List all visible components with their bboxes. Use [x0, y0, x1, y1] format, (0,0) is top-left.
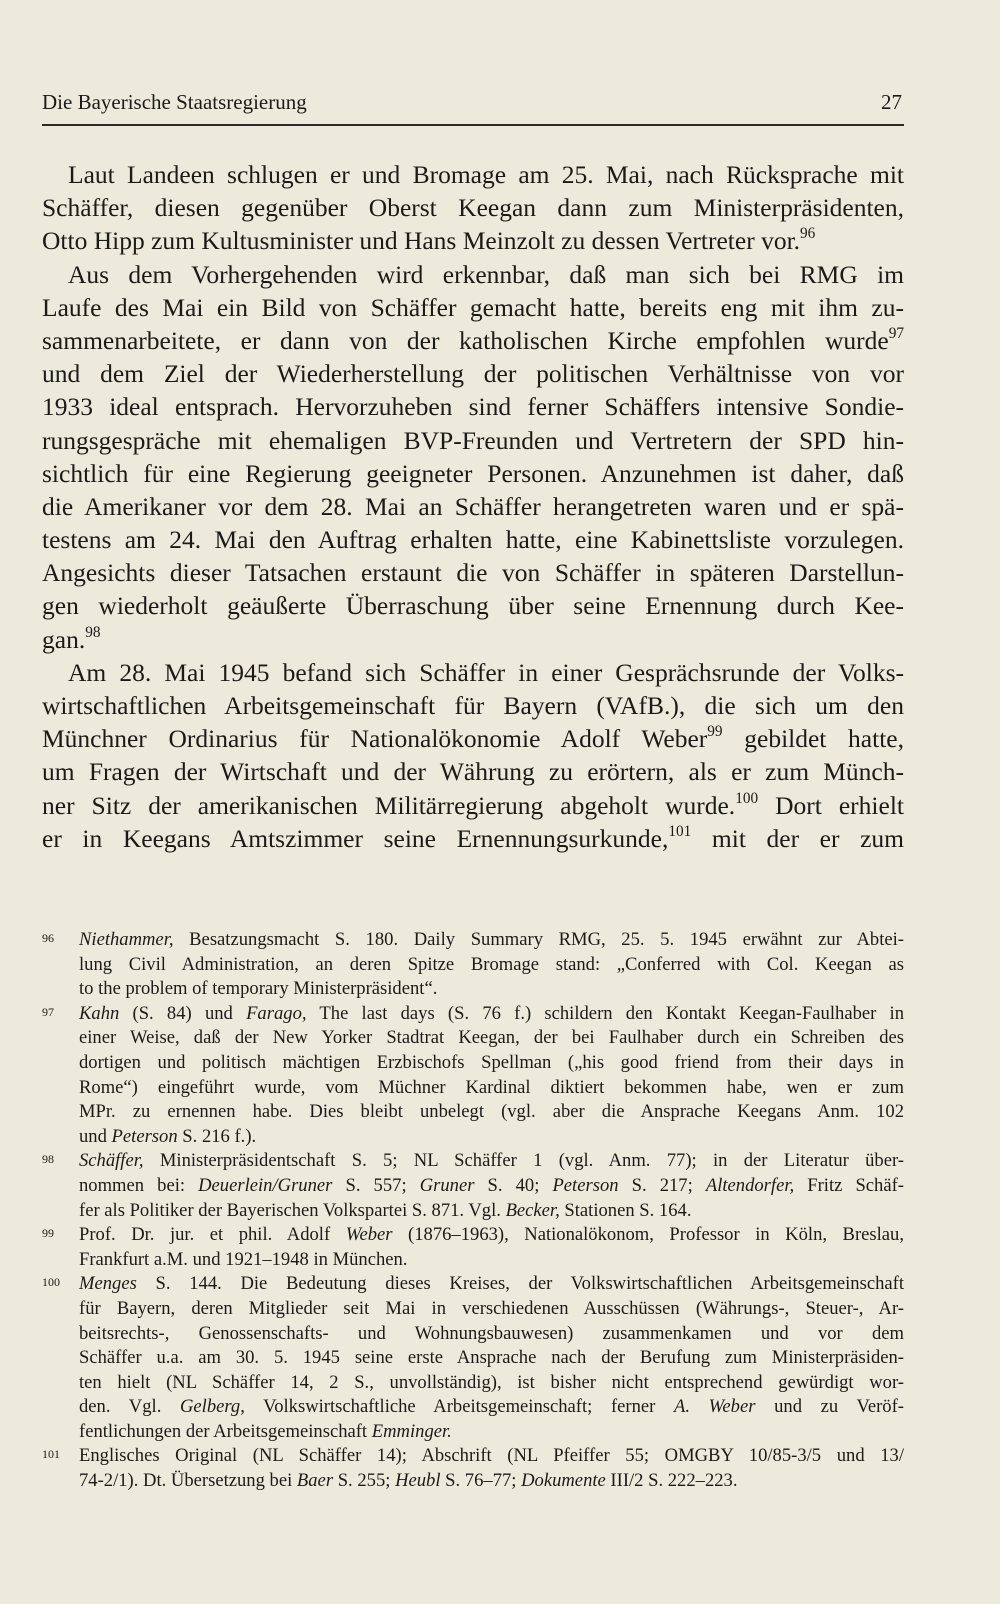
footnote-text: The last days (S. 76 f.) schildern den Kontakt Keegan-Faulhaber in	[306, 1002, 905, 1024]
citation-author: Peterson	[552, 1174, 619, 1196]
footnote-line	[79, 1199, 904, 1224]
footnote	[42, 1223, 904, 1272]
footnote-line	[79, 1297, 904, 1322]
footnote-text: to the problem of temporary Ministerpräsident“.	[79, 978, 438, 1000]
footnote-line	[79, 1469, 904, 1494]
footnote-line	[79, 1272, 904, 1297]
body-line-text: Laut Landeen schlugen er und Bromage am 25. Mai, nach Rücksprache mit	[68, 160, 904, 189]
body-line	[42, 689, 904, 722]
body-line-text: Am 28. Mai 1945 befand sich Schäffer in einer Gesprächsrunde der Volks-	[68, 657, 904, 687]
page-number: 27	[881, 90, 902, 114]
body-line-text: er in Keegans Amtszimmer seine Ernennungsurkunde,	[42, 823, 669, 853]
body-line	[42, 258, 904, 291]
body-line	[42, 623, 904, 656]
footnote-text: S. 255;	[333, 1470, 396, 1492]
body-line-text: wirtschaftlichen Arbeitsgemeinschaft für Bayern (VAfB.), die sich um den	[42, 691, 904, 720]
footnote	[42, 1149, 904, 1223]
citation-author: Gruner	[419, 1174, 475, 1196]
body-line	[42, 789, 904, 822]
header-rule	[42, 124, 904, 126]
footnote-line	[79, 928, 904, 953]
body-line	[42, 556, 904, 589]
footnote-text: Schäffer u.a. am 30. 5. 1945 seine erste Ansprache nach der Berufung zum Ministerpräsiden-	[79, 1347, 904, 1369]
footnote-text: S. 144. Die Bedeutung dieses Kreises, der Volkswirtschaftlichen Arbeitsgemeinschaft	[136, 1273, 904, 1295]
footnote-number: 98	[42, 1152, 54, 1167]
body-text	[42, 158, 904, 855]
footnote-number: 99	[42, 1226, 54, 1241]
footnote-reference[interactable]: 101	[668, 822, 692, 840]
body-line-text: Otto Hipp zum Kultusminister und Hans Meinzolt zu dessen Vertreter vor.	[42, 226, 801, 256]
footnote	[42, 928, 904, 1002]
footnote-text: nommen bei:	[79, 1174, 199, 1196]
citation-author: Menges	[79, 1273, 137, 1295]
citation-author: Becker,	[505, 1199, 560, 1221]
footnote-text: Frankfurt a.M. und 1921–1948 in München.	[79, 1248, 408, 1270]
body-line-text: und dem Ziel der Wiederherstellung der politischen Verhältnisse von vor	[42, 359, 904, 389]
footnote-text: 74-2/1). Dt. Übersetzung bei	[79, 1470, 297, 1492]
footnote-number: 97	[42, 1004, 54, 1019]
citation-author: Altendorfer,	[705, 1174, 795, 1196]
citation-author: Schäffer,	[79, 1150, 144, 1172]
footnote	[42, 1272, 904, 1444]
body-line	[42, 291, 904, 324]
body-line	[42, 324, 904, 357]
footnote-line	[79, 1248, 904, 1273]
footnote-line	[79, 1346, 904, 1371]
body-line-text: Laufe des Mai ein Bild von Schäffer gemacht hatte, bereits eng mit ihm zu-	[42, 292, 904, 322]
footnote-text: Volkswirtschaftliche Arbeitsgemeinschaft; ferner	[244, 1396, 674, 1418]
footnote-text: S. 217;	[618, 1174, 706, 1196]
footnote-text: Englisches Original (NL Schäffer 14); Abschrift (NL Pfeiffer 55; OMGBY 10/85-3/5 und 13/	[79, 1445, 904, 1467]
citation-author: Farago,	[246, 1002, 307, 1024]
citation-author: Heubl	[395, 1470, 441, 1492]
footnote-number: 101	[42, 1447, 60, 1462]
footnote-text: (1876–1963), Nationalökonom, Professor in Köln, Breslau,	[392, 1224, 904, 1246]
footnote-text: Besatzungsmacht S. 180. Daily Summary RMG, 25. 5. 1945 erwähnt zur Abtei-	[173, 929, 904, 950]
body-line-text: 1933 ideal entsprach. Hervorzuheben sind ferner Schäffers intensive Sondie-	[42, 392, 904, 422]
body-line-text: Aus dem Vorhergehenden wird erkennbar, daß man sich bei RMG im	[68, 259, 904, 289]
footnote-line	[79, 1223, 904, 1248]
body-line-text: Angesichts dieser Tatsachen erstaunt die von Schäffer in späteren Darstellun-	[42, 558, 904, 588]
footnote-line	[79, 977, 904, 1002]
footnote-text: Prof. Dr. jur. et phil. Adolf	[79, 1224, 346, 1246]
footnote-text: für Bayern, deren Mitglieder seit Mai in verschiedenen Ausschüssen (Währungs-, Steuer-, Ar-	[79, 1297, 904, 1319]
footnotes	[42, 928, 904, 1494]
footnote-text: S. 216 f.).	[177, 1125, 257, 1147]
citation-author: A. Weber	[674, 1396, 756, 1418]
footnote-line	[79, 1322, 904, 1347]
running-header	[42, 90, 902, 115]
footnote-text: fentlichungen der Arbeitsgemeinschaft	[79, 1420, 372, 1442]
body-line-text: gebildet hatte,	[722, 724, 904, 754]
footnote-text: dortigen und politisch mächtigen Erzbischofs Spellman („his good friend from their days in	[79, 1051, 904, 1073]
footnote-text: und zu Veröf-	[755, 1396, 904, 1418]
footnote-line	[79, 1371, 904, 1396]
footnote-text: Ministerpräsidentschaft S. 5; NL Schäffer 1 (vgl. Anm. 77); in der Literatur über-	[143, 1150, 904, 1172]
footnote-text: S. 557;	[332, 1174, 420, 1196]
footnote-number: 100	[42, 1275, 60, 1290]
citation-author: Weber	[345, 1224, 393, 1246]
footnote-text: MPr. zu ernennen habe. Dies bleibt unbelegt (vgl. aber die Ansprache Keegans Anm. 102	[79, 1101, 904, 1123]
body-line	[42, 424, 904, 457]
footnote-text: ten hielt (NL Schäffer 14, 2 S., unvollständig), ist bisher nicht entsprechend gewürdigt wor-	[79, 1371, 904, 1393]
footnote	[42, 1002, 904, 1150]
footnote-reference[interactable]: 100	[735, 789, 759, 807]
footnote-reference[interactable]: 98	[85, 623, 101, 641]
footnote-text: Stationen S. 164.	[559, 1199, 692, 1221]
body-line	[42, 722, 904, 755]
body-line-text: mit der er zum	[691, 823, 904, 853]
footnote-text: (S. 84) und	[119, 1002, 247, 1024]
citation-author: Gelberg,	[179, 1396, 245, 1418]
footnote-reference[interactable]: 96	[800, 225, 816, 243]
citation-author: Dokumente	[521, 1470, 606, 1492]
body-line	[42, 490, 904, 523]
footnote-number: 96	[42, 931, 54, 945]
footnote-line	[79, 1100, 904, 1125]
citation-author: Peterson	[111, 1125, 178, 1147]
footnote-text: Fritz Schäf-	[794, 1174, 904, 1196]
body-line	[42, 390, 904, 423]
body-line-text: Münchner Ordinarius für Nationalökonomie Adolf Weber	[42, 724, 708, 754]
footnote-text: einer Weise, daß der New Yorker Stadtrat Keegan, der bei Faulhaber durch ein Schreiben des	[79, 1027, 904, 1049]
citation-author: Emminger.	[371, 1420, 452, 1442]
body-line	[42, 224, 904, 257]
footnote-line	[79, 1420, 904, 1445]
citation-author: Niethammer,	[79, 929, 174, 950]
footnote-text: Rome“) eingeführt wurde, vom Müchner Kardinal diktiert bekommen habe, wen er zum	[79, 1076, 904, 1098]
body-line	[42, 822, 904, 855]
footnote-line	[79, 1002, 904, 1027]
footnote-text: den. Vgl.	[79, 1396, 180, 1418]
footnote-text: III/2 S. 222–223.	[605, 1470, 738, 1492]
footnote-line	[79, 1395, 904, 1420]
footnote-line	[79, 1444, 904, 1469]
body-line-text: testens am 24. Mai den Auftrag erhalten hatte, eine Kabinettsliste vorzulegen.	[42, 525, 904, 555]
body-line	[42, 755, 904, 788]
body-line	[42, 457, 904, 490]
footnote-line	[79, 1076, 904, 1101]
citation-author: Kahn	[79, 1002, 120, 1024]
footnote-line	[79, 953, 904, 978]
footnote-line	[79, 1149, 904, 1174]
footnote-line	[79, 1174, 904, 1199]
body-line-text: um Fragen der Wirtschaft und der Währung zu erörtern, als er zum Münch-	[42, 757, 904, 787]
citation-author: Baer	[296, 1470, 334, 1492]
citation-author: Deuerlein/Gruner	[198, 1174, 333, 1196]
footnote-line	[79, 1051, 904, 1076]
footnote-reference[interactable]: 99	[707, 723, 723, 741]
body-line-text: Dort erhielt	[758, 790, 904, 820]
body-line-text: gan.	[42, 624, 86, 654]
body-line	[42, 158, 904, 191]
body-line-text: Schäffer, diesen gegenüber Oberst Keegan dann zum Ministerpräsidenten,	[42, 193, 904, 223]
footnote-text: und	[79, 1125, 112, 1147]
body-line	[42, 357, 904, 390]
footnote-line	[79, 1125, 904, 1150]
body-line	[42, 191, 904, 224]
running-title: Die Bayerische Staatsregierung	[42, 90, 307, 114]
footnote-text: beitsrechts-, Genossenschafts- und Wohnungsbauwesen) zusammenkamen und vor dem	[79, 1322, 904, 1344]
body-line	[42, 656, 904, 689]
footnote-text: fer als Politiker der Bayerischen Volkspartei S. 871. Vgl.	[79, 1199, 506, 1221]
body-line-text: ner Sitz der amerikanischen Militärregierung abgeholt wurde.	[42, 790, 736, 820]
footnote-reference[interactable]: 97	[888, 324, 904, 342]
body-line-text: sammenarbeitete, er dann von der katholischen Kirche empfohlen wurde	[42, 325, 889, 355]
body-line	[42, 523, 904, 556]
body-line	[42, 589, 904, 622]
footnote-text: S. 76–77;	[440, 1470, 522, 1492]
footnote-text: lung Civil Administration, an deren Spitze Bromage stand: „Conferred with Col. Keegan as	[79, 953, 904, 975]
body-line-text: die Amerikaner vor dem 28. Mai an Schäffer herangetreten waren und er spä-	[42, 491, 904, 521]
body-line-text: gen wiederholt geäußerte Überraschung über seine Ernennung durch Kee-	[42, 591, 904, 621]
body-line-text: rungsgespräche mit ehemaligen BVP-Freunden und Vertretern der SPD hin-	[42, 425, 904, 455]
footnote-line	[79, 1026, 904, 1051]
footnote-text: S. 40;	[474, 1174, 553, 1196]
footnote	[42, 1444, 904, 1493]
body-line-text: sichtlich für eine Regierung geeigneter Personen. Anzunehmen ist daher, daß	[42, 458, 904, 488]
